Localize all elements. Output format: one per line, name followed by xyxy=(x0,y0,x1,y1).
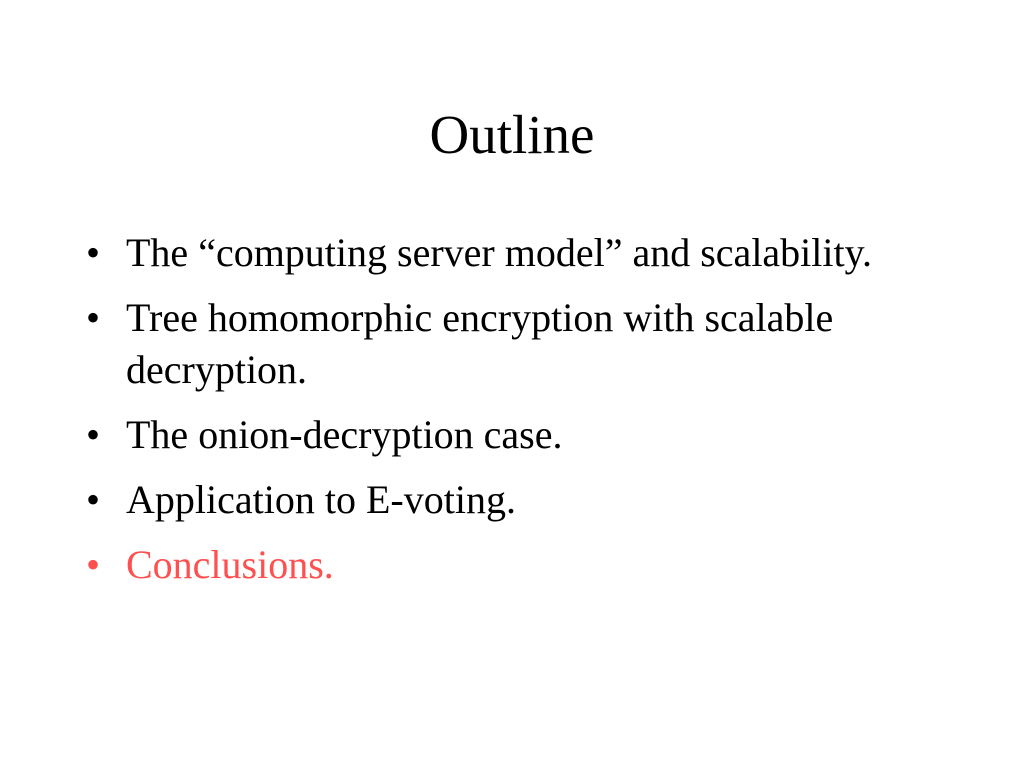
bullet-item xyxy=(86,409,966,461)
bullet-text: The onion-decryption case. xyxy=(126,412,563,457)
bullet-icon: • xyxy=(86,542,101,587)
bullet-icon: • xyxy=(86,412,101,457)
bullet-item xyxy=(86,474,966,526)
bullet-icon: • xyxy=(86,477,101,522)
bullet-text: Conclusions. xyxy=(126,542,334,587)
bullet-item xyxy=(86,292,966,396)
bullet-item xyxy=(86,539,966,591)
bullet-text: The “computing server model” and scalability. xyxy=(126,230,873,275)
bullet-icon: • xyxy=(86,295,101,340)
slide-title: Outline xyxy=(429,104,595,165)
bullet-list xyxy=(86,227,966,604)
bullet-item xyxy=(86,227,966,279)
bullet-text: Tree homomorphic encryption with scalable decryption. xyxy=(126,295,834,392)
bullet-icon: • xyxy=(86,230,101,275)
bullet-text: Application to E-voting. xyxy=(126,477,516,522)
